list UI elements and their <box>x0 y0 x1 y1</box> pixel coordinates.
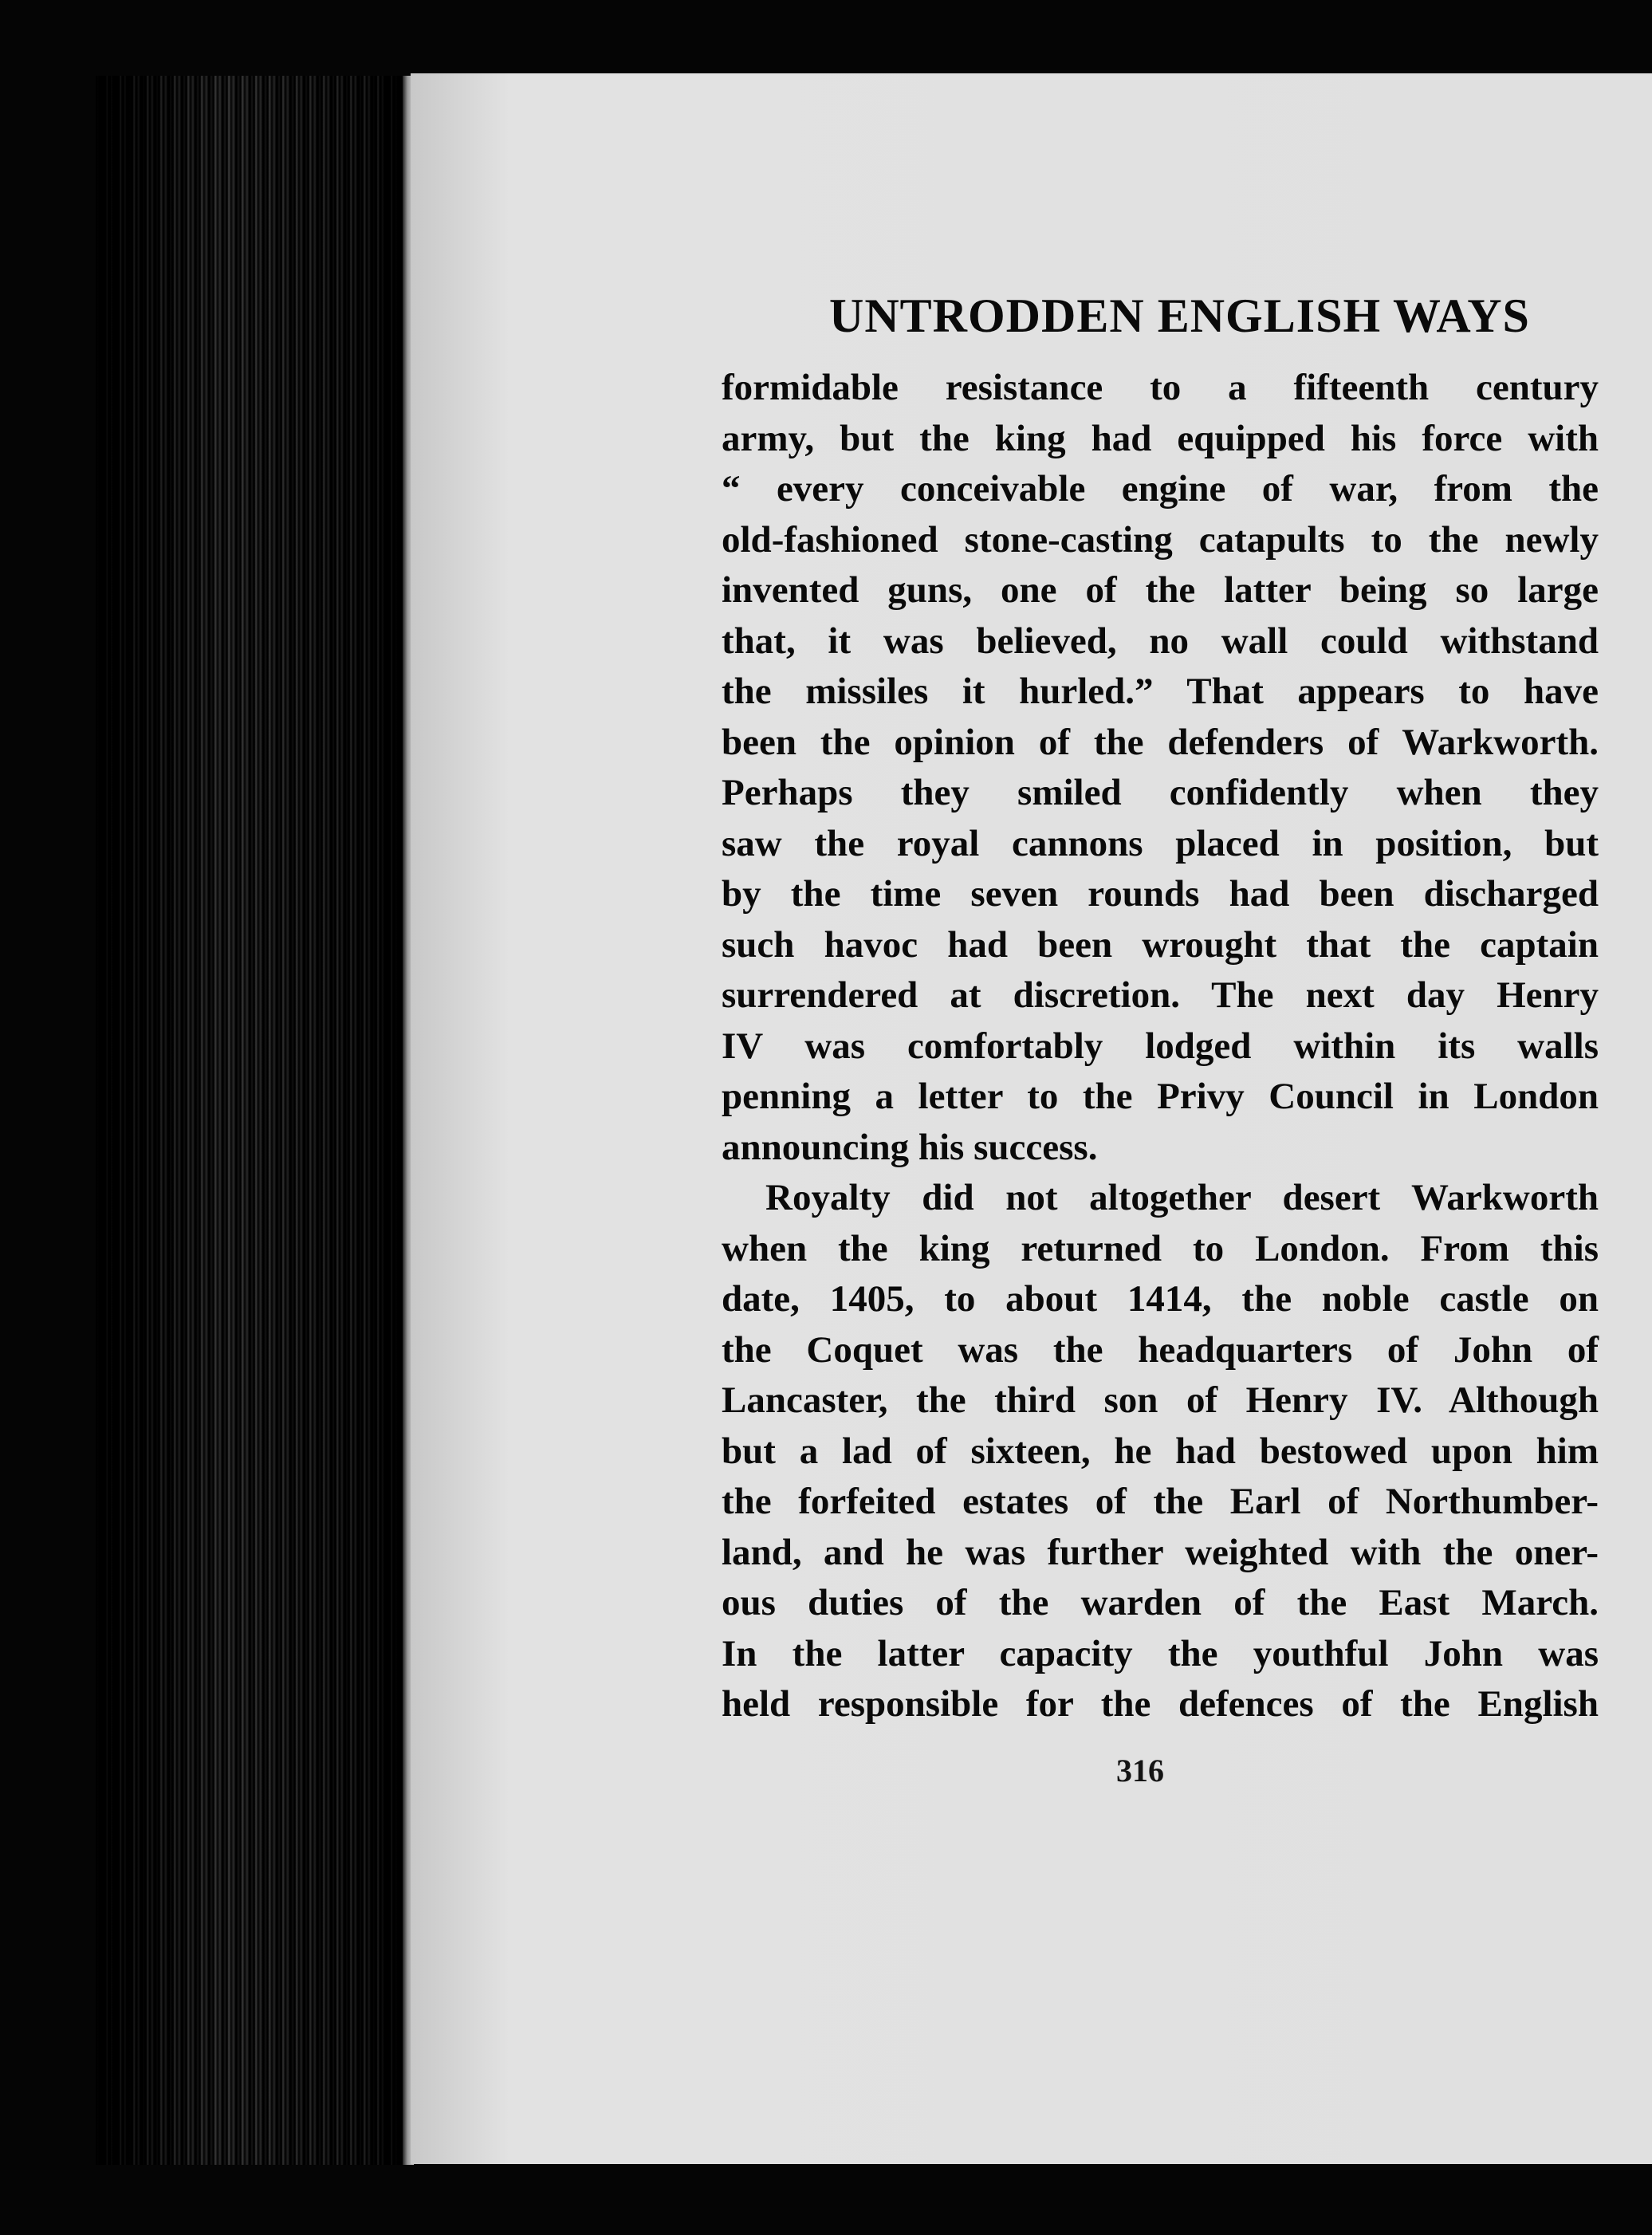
book-page-stack-edge <box>96 76 415 2165</box>
text-line: “ every conceivable engine of war, from the <box>722 468 1599 510</box>
text-line: the Coquet was the headquarters of John of <box>722 1328 1599 1371</box>
text-line: Perhaps they smiled confidently when they <box>722 772 1599 813</box>
text-line: army, but the king had equipped his force with <box>722 417 1599 459</box>
page-number: 316 <box>1116 1753 1164 1788</box>
text-line: Royalty did not altogether desert Warkworth <box>765 1177 1599 1218</box>
text-line: penning a letter to the Privy Council in London <box>722 1076 1599 1117</box>
text-line: saw the royal cannons placed in position, but <box>722 822 1599 864</box>
text-line: formidable resistance to a fifteenth century <box>722 367 1599 408</box>
text-line: surrendered at discretion. The next day Henry <box>722 974 1599 1016</box>
text-line: when the king returned to London. From this <box>722 1227 1599 1269</box>
text-line: that, it was believed, no wall could withstand <box>722 620 1599 662</box>
paragraph-1 <box>722 363 1599 1173</box>
text-line: the forfeited estates of the Earl of Northumber- <box>722 1481 1599 1522</box>
text-line: land, and he was further weighted with the oner- <box>722 1531 1599 1573</box>
text-line: invented guns, one of the latter being so large <box>722 569 1599 611</box>
text-line: date, 1405, to about 1414, the noble castle on <box>722 1278 1599 1320</box>
text-line: such havoc had been wrought that the captain <box>722 923 1599 966</box>
text-line: In the latter capacity the youthful John was <box>722 1632 1599 1674</box>
text-line: announcing his success. <box>722 1126 1098 1168</box>
text-line: been the opinion of the defenders of Warkworth. <box>722 721 1599 763</box>
text-line: the missiles it hurled.” That appears to have <box>722 671 1599 712</box>
text-line: held responsible for the defences of the English <box>722 1683 1599 1725</box>
paragraph-2 <box>722 1173 1599 1730</box>
text-line: by the time seven rounds had been discharged <box>722 873 1599 915</box>
text-line: but a lad of sixteen, he had bestowed upon him <box>722 1430 1599 1472</box>
text-line: old-fashioned stone-casting catapults to the newly <box>722 518 1599 561</box>
text-line: Lancaster, the third son of Henry IV. Although <box>722 1379 1599 1421</box>
text-line: IV was comfortably lodged within its walls <box>722 1025 1599 1067</box>
body-text <box>722 363 1599 1730</box>
text-line: ous duties of the warden of the East March. <box>722 1582 1599 1623</box>
running-head: UNTRODDEN ENGLISH WAYS <box>829 289 1530 342</box>
